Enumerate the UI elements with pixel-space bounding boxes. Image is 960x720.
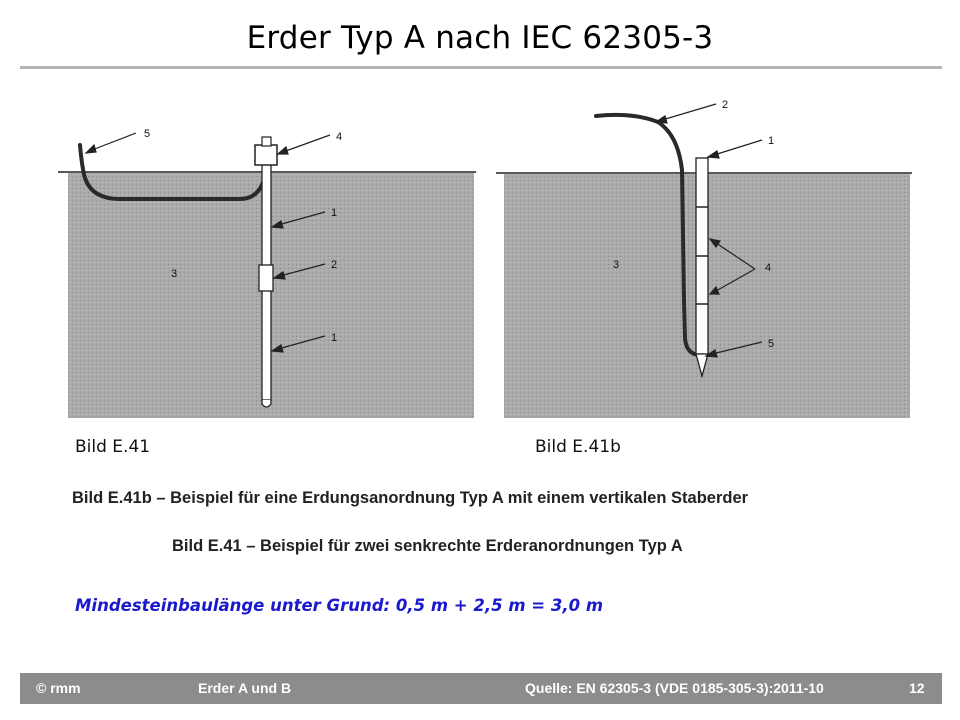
label-couplings: 4	[765, 262, 772, 274]
leader-line	[92, 133, 136, 150]
leader-line	[283, 135, 330, 152]
label-soil: 3	[613, 259, 620, 271]
caption-right-figure: Bild E.41b	[535, 437, 621, 457]
diagram-left	[0, 0, 480, 430]
diagram-right	[480, 0, 960, 430]
label-coupling: 2	[331, 259, 338, 271]
figure-caption-e41b: Bild E.41b – Beispiel für eine Erdungsanordnung Typ A mit einem vertikalen Staberder	[72, 489, 749, 507]
rod-tip	[262, 400, 271, 407]
footer-copyright: © rmm	[36, 680, 81, 696]
leader-line	[662, 104, 716, 120]
leader-arrowhead	[656, 116, 667, 123]
label-tip: 5	[768, 338, 775, 350]
label-rod-top: 1	[768, 135, 775, 147]
leader-arrowhead	[86, 145, 96, 153]
label-rod-upper: 1	[331, 207, 338, 219]
label-clamp: 4	[336, 131, 343, 143]
footer-topic: Erder A und B	[198, 680, 292, 696]
slide-title: Erder Typ A nach IEC 62305-3	[246, 20, 714, 56]
label-cable: 2	[722, 99, 729, 111]
connection-clamp	[255, 145, 277, 165]
footer-bar	[20, 673, 942, 704]
caption-left-figure: Bild E.41	[75, 437, 151, 457]
footer-page-number: 12	[909, 680, 925, 696]
leader-line	[714, 140, 762, 155]
installation-length-note: Mindesteinbaulänge unter Grund: 0,5 m + 2,5 m = 3,0 m	[75, 596, 604, 615]
rod-coupling	[259, 265, 273, 291]
figure-caption-e41: Bild E.41 – Beispiel für zwei senkrechte Erderanordnungen Typ A	[172, 537, 683, 555]
leader-arrowhead	[708, 151, 719, 158]
label-cable: 5	[144, 128, 151, 140]
footer-source: Quelle: EN 62305-3 (VDE 0185-305-3):2011-10	[525, 680, 824, 696]
rod-head	[262, 137, 271, 146]
leader-arrowhead	[278, 147, 288, 154]
label-soil: 3	[171, 268, 178, 280]
label-rod-lower: 1	[331, 332, 338, 344]
